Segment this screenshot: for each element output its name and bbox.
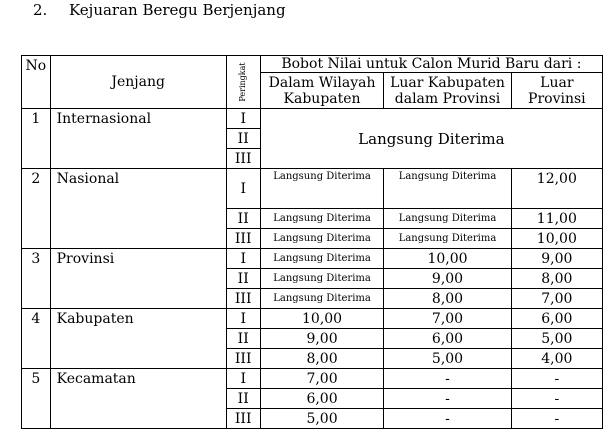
row-jenjang: Kabupaten	[50, 309, 226, 369]
section-heading	[33, 1, 286, 19]
cell-luar-kab: 6,00	[384, 329, 511, 349]
header-bobot-nilai: Bobot Nilai untuk Calon Murid Baru dari :	[260, 56, 602, 73]
cell-luar-kab: 9,00	[384, 269, 511, 289]
row-no: 2	[22, 169, 51, 249]
row-jenjang: Provinsi	[50, 249, 226, 309]
cell-dalam: 7,00	[260, 369, 384, 389]
cell-luar-kab: 7,00	[384, 309, 511, 329]
row-rank: II	[226, 269, 260, 289]
header-luar-kabupaten	[384, 73, 511, 109]
row-rank: I	[226, 309, 260, 329]
row-rank: II	[226, 329, 260, 349]
cell-luar-kab: Langsung Diterima	[384, 209, 511, 229]
row-rank: III	[226, 149, 260, 169]
section-title: Kejuaran Beregu Berjenjang	[69, 1, 286, 19]
langsung-diterima-merged: Langsung Diterima	[260, 109, 602, 169]
row-rank: III	[226, 349, 260, 369]
row-rank: II	[226, 389, 260, 409]
header-dalam-wilayah	[260, 73, 384, 109]
row-rank: II	[226, 209, 260, 229]
cell-luar-prov: 12,00	[511, 169, 602, 209]
header-luar-provinsi	[511, 73, 602, 109]
cell-dalam: 9,00	[260, 329, 384, 349]
row-no: 5	[22, 369, 51, 429]
cell-dalam: Langsung Diterima	[260, 229, 384, 249]
header-luar-kabupaten-line1: Luar Kabupaten	[390, 74, 505, 91]
cell-dalam: 6,00	[260, 389, 384, 409]
row-no: 4	[22, 309, 51, 369]
section-number: 2.	[33, 1, 48, 19]
row-rank: II	[226, 129, 260, 149]
header-dalam-wilayah-line1: Dalam Wilayah	[268, 74, 376, 91]
header-luar-provinsi-line1: Luar	[540, 74, 574, 91]
cell-luar-prov: 11,00	[511, 209, 602, 229]
cell-luar-prov: -	[511, 389, 602, 409]
cell-dalam: Langsung Diterima	[260, 289, 384, 309]
row-rank: I	[226, 369, 260, 389]
cell-dalam: Langsung Diterima	[260, 249, 384, 269]
row-jenjang: Nasional	[50, 169, 226, 249]
cell-luar-kab: -	[384, 389, 511, 409]
row-jenjang: Kecamatan	[50, 369, 226, 429]
row-rank: III	[226, 409, 260, 429]
cell-luar-prov: -	[511, 369, 602, 389]
row-no: 1	[22, 109, 51, 169]
row-rank: I	[226, 109, 260, 129]
cell-luar-kab: Langsung Diterima	[384, 169, 511, 209]
cell-luar-kab: -	[384, 409, 511, 429]
cell-dalam: 5,00	[260, 409, 384, 429]
cell-luar-kab: -	[384, 369, 511, 389]
header-luar-kabupaten-line2: dalam Provinsi	[394, 90, 501, 107]
cell-luar-kab: 8,00	[384, 289, 511, 309]
header-no: No	[22, 56, 51, 109]
row-rank: III	[226, 229, 260, 249]
row-rank: III	[226, 289, 260, 309]
cell-luar-prov: 9,00	[511, 249, 602, 269]
cell-luar-kab: 5,00	[384, 349, 511, 369]
cell-dalam: 10,00	[260, 309, 384, 329]
header-peringkat-label: Peringkat	[238, 62, 248, 102]
cell-luar-prov: 6,00	[511, 309, 602, 329]
cell-luar-prov: -	[511, 409, 602, 429]
cell-luar-prov: 8,00	[511, 269, 602, 289]
header-jenjang: Jenjang	[50, 56, 226, 109]
cell-luar-prov: 4,00	[511, 349, 602, 369]
cell-dalam: Langsung Diterima	[260, 209, 384, 229]
cell-luar-prov: 10,00	[511, 229, 602, 249]
cell-dalam: 8,00	[260, 349, 384, 369]
bobot-nilai-table	[21, 55, 603, 429]
cell-dalam: Langsung Diterima	[260, 269, 384, 289]
cell-dalam: Langsung Diterima	[260, 169, 384, 209]
cell-luar-prov: 7,00	[511, 289, 602, 309]
cell-luar-kab: Langsung Diterima	[384, 229, 511, 249]
cell-luar-prov: 5,00	[511, 329, 602, 349]
row-jenjang: Internasional	[50, 109, 226, 169]
row-rank: I	[226, 169, 260, 209]
row-rank: I	[226, 249, 260, 269]
cell-luar-kab: 10,00	[384, 249, 511, 269]
header-luar-provinsi-line2: Provinsi	[528, 90, 586, 107]
row-no: 3	[22, 249, 51, 309]
header-dalam-wilayah-line2: Kabupaten	[283, 90, 361, 107]
header-peringkat	[226, 56, 260, 109]
